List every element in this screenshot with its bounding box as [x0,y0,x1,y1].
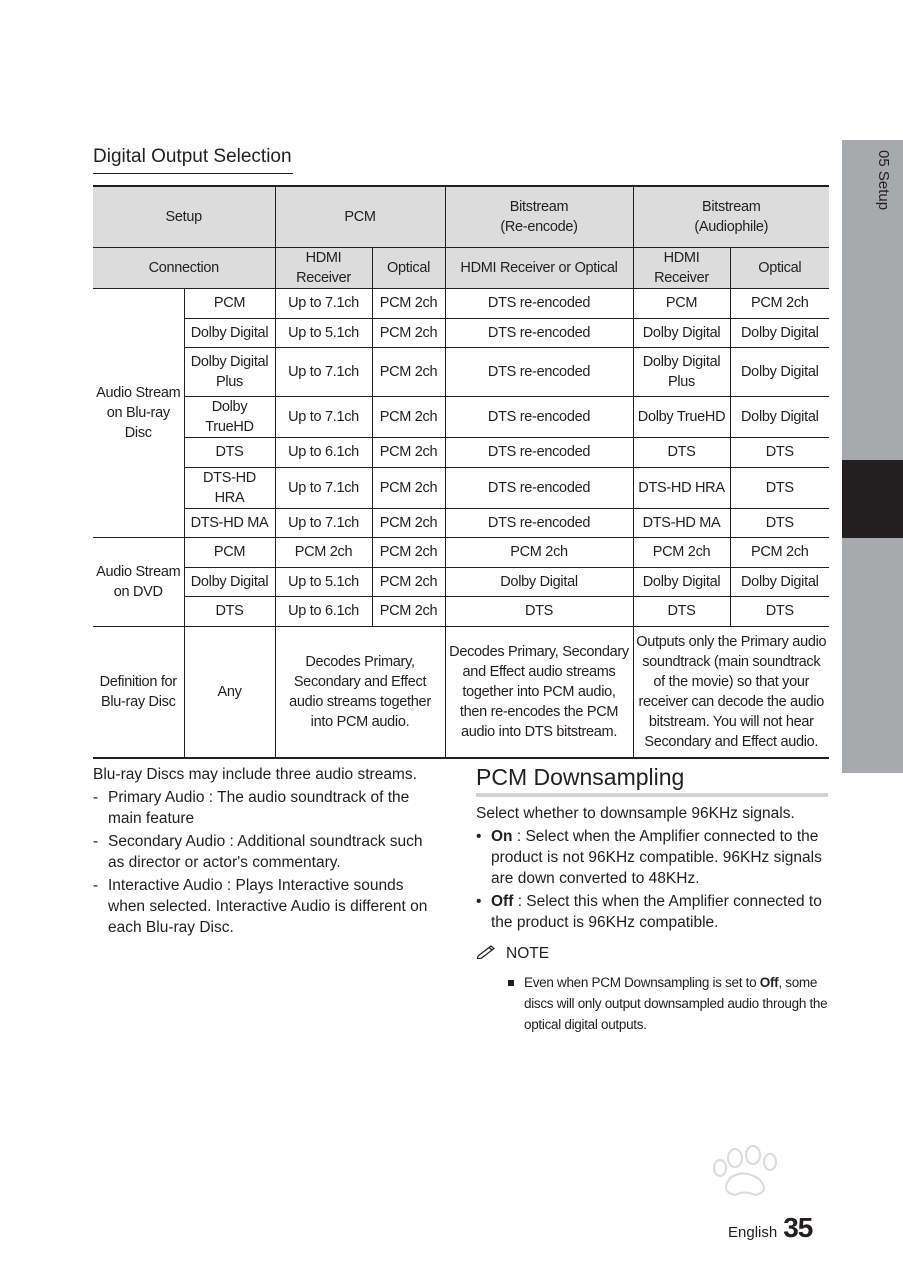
header-bitstream-audiophile: Bitstream (Audiophile) [633,186,829,248]
table-cell: DTS [633,438,730,468]
table-cell: DTS [184,597,275,627]
table-cell: Dolby Digital [730,567,829,597]
digital-output-table [93,185,829,759]
table-cell: DTS re-encoded [445,318,633,348]
header-hdmi-or-optical: HDMI Receiver or Optical [445,248,633,289]
table-row [93,438,829,468]
note-heading [476,943,828,964]
table-row [93,289,829,319]
table-cell: DTS [730,508,829,538]
table-cell: DTS re-encoded [445,438,633,468]
header-optical-2: Optical [730,248,829,289]
chapter-label: 05 Setup [875,150,892,211]
table-cell: Dolby Digital [730,397,829,438]
note-text-post: , some discs will only output downsampled audio through the optical digital outputs. [524,975,828,1032]
table-cell: PCM 2ch [372,397,445,438]
section-title: Digital Output Selection [93,146,293,174]
pcm-downsampling-intro: Select whether to downsample 96KHz signals. [476,805,795,822]
table-cell: Up to 5.1ch [275,318,372,348]
option-list [476,826,828,933]
table-cell: Up to 6.1ch [275,597,372,627]
table-row [93,567,829,597]
note-text-bold: Off [759,975,779,990]
table-cell: Dolby Digital [445,567,633,597]
table-cell: PCM [633,289,730,319]
note-heading-text: NOTE [506,944,550,962]
table-cell: PCM 2ch [730,538,829,568]
table-cell: Dolby Digital [633,318,730,348]
table-cell: DTS [730,597,829,627]
table-row [93,348,829,397]
header-bitstream-reencode: Bitstream (Re-encode) [445,186,633,248]
table-cell: PCM 2ch [372,467,445,508]
header-optical: Optical [372,248,445,289]
table-cell: Dolby Digital [184,318,275,348]
table-cell: Up to 7.1ch [275,289,372,319]
option-on-text: : Select when the Amplifier connected to the product is not 96KHz compatible. 96KHz signals are down converted to 48KHz. [491,828,822,887]
table-cell: PCM [184,289,275,319]
page-number: 35 [783,1212,813,1243]
table-cell: Up to 7.1ch [275,508,372,538]
table-cell: PCM 2ch [730,289,829,319]
table-cell: Dolby Digital Plus [633,348,730,397]
table-row [93,397,829,438]
list-item: - Interactive Audio : Plays Interactive sounds when selected. Interactive Audio is different on each Blu-ray Disc. [93,877,428,936]
table-row [93,508,829,538]
table-row [93,538,829,568]
table-cell: Up to 6.1ch [275,438,372,468]
header-hdmi-receiver-2: HDMI Receiver [633,248,730,289]
group-bluray: Audio Stream on Blu-ray Disc [93,289,184,538]
note-list [508,972,828,1035]
table-cell: PCM 2ch [372,318,445,348]
definition-reencode: Decodes Primary, Secondary and Effect audio streams together into PCM audio, then re-encodes the PCM audio into DTS bitstream. [445,626,633,758]
definition-pcm: Decodes Primary, Secondary and Effect audio streams together into PCM audio. [275,626,445,758]
pcm-downsampling-title: PCM Downsampling [476,764,828,797]
pencil-icon [476,943,498,964]
header-setup: Setup [93,186,275,248]
table-row [93,467,829,508]
header-hdmi-receiver: HDMI Receiver [275,248,372,289]
table-cell: PCM 2ch [372,508,445,538]
chapter-marker [842,460,903,538]
option-off-text: : Select this when the Amplifier connected to the product is 96KHz compatible. [491,893,822,931]
list-item-text: Secondary Audio : Additional soundtrack such as director or actor's commentary. [108,833,423,871]
definition-audiophile: Outputs only the Primary audio soundtrack (main soundtrack of the movie) so that your receiver can decode the audio bitstream. You will not hear Secondary and Effect audio. [633,626,829,758]
table-cell: Dolby Digital [633,567,730,597]
group-definition: Definition for Blu-ray Disc [93,626,184,758]
list-item-text: Interactive Audio : Plays Interactive sounds when selected. Interactive Audio is different on each Blu-ray Disc. [108,877,428,936]
list-item [508,972,828,1035]
definition-any: Any [184,626,275,758]
table-cell: Dolby Digital [730,348,829,397]
table-cell: PCM 2ch [372,438,445,468]
table-cell: DTS re-encoded [445,348,633,397]
header-row-1 [93,186,829,248]
table-cell: PCM 2ch [372,348,445,397]
list-item: - Secondary Audio : Additional soundtrack such as director or actor's commentary. [93,833,423,871]
table-cell: Dolby Digital Plus [184,348,275,397]
table-cell: DTS-HD HRA [184,467,275,508]
chapter-side-tab [842,140,903,773]
audio-streams-intro: Blu-ray Discs may include three audio streams. [93,766,417,783]
header-pcm: PCM [275,186,445,248]
option-on-label: On [491,828,513,845]
footer-language: English [728,1224,778,1241]
table-row [93,318,829,348]
option-off: • Off : Select this when the Amplifier connected to the product is 96KHz compatible. [476,893,822,931]
option-off-label: Off [491,893,514,910]
header-connection: Connection [93,248,275,289]
table-cell: Up to 5.1ch [275,567,372,597]
table-cell: DTS-HD HRA [633,467,730,508]
table-row [93,597,829,627]
table-cell: PCM [184,538,275,568]
table-cell: DTS [730,467,829,508]
table-cell: PCM 2ch [372,567,445,597]
pcm-downsampling-section [476,764,828,1035]
table-cell: DTS re-encoded [445,289,633,319]
table-cell: DTS re-encoded [445,508,633,538]
table-cell: DTS [184,438,275,468]
table-cell: Up to 7.1ch [275,397,372,438]
header-row-2 [93,248,829,289]
table-cell: Up to 7.1ch [275,348,372,397]
table-cell: DTS re-encoded [445,397,633,438]
table-cell: PCM 2ch [372,538,445,568]
table-cell: Dolby TrueHD [633,397,730,438]
table-cell: Dolby Digital [184,567,275,597]
audio-streams-text [93,764,443,940]
list-item: - Primary Audio : The audio soundtrack of the main feature [93,789,410,827]
audio-streams-list [93,787,443,938]
table-cell: Dolby TrueHD [184,397,275,438]
table-cell: PCM 2ch [372,597,445,627]
note-text-pre: Even when PCM Downsampling is set to [524,975,760,990]
table-cell: PCM 2ch [275,538,372,568]
table-cell: DTS [445,597,633,627]
table-cell: Up to 7.1ch [275,467,372,508]
option-on: • On : Select when the Amplifier connected to the product is not 96KHz compatible. 96KHz signals are down converted to 48KHz. [476,828,822,887]
table-cell: Dolby Digital [730,318,829,348]
table-cell: PCM 2ch [372,289,445,319]
table-cell: DTS [730,438,829,468]
group-dvd: Audio Stream on DVD [93,538,184,627]
table-cell: DTS-HD MA [184,508,275,538]
page-footer [728,1212,812,1244]
table-cell: PCM 2ch [445,538,633,568]
table-cell: DTS-HD MA [633,508,730,538]
table-cell: DTS re-encoded [445,467,633,508]
definition-row [93,626,829,758]
table-cell: DTS [633,597,730,627]
list-item-text: Primary Audio : The audio soundtrack of the main feature [108,789,410,827]
table-cell: PCM 2ch [633,538,730,568]
